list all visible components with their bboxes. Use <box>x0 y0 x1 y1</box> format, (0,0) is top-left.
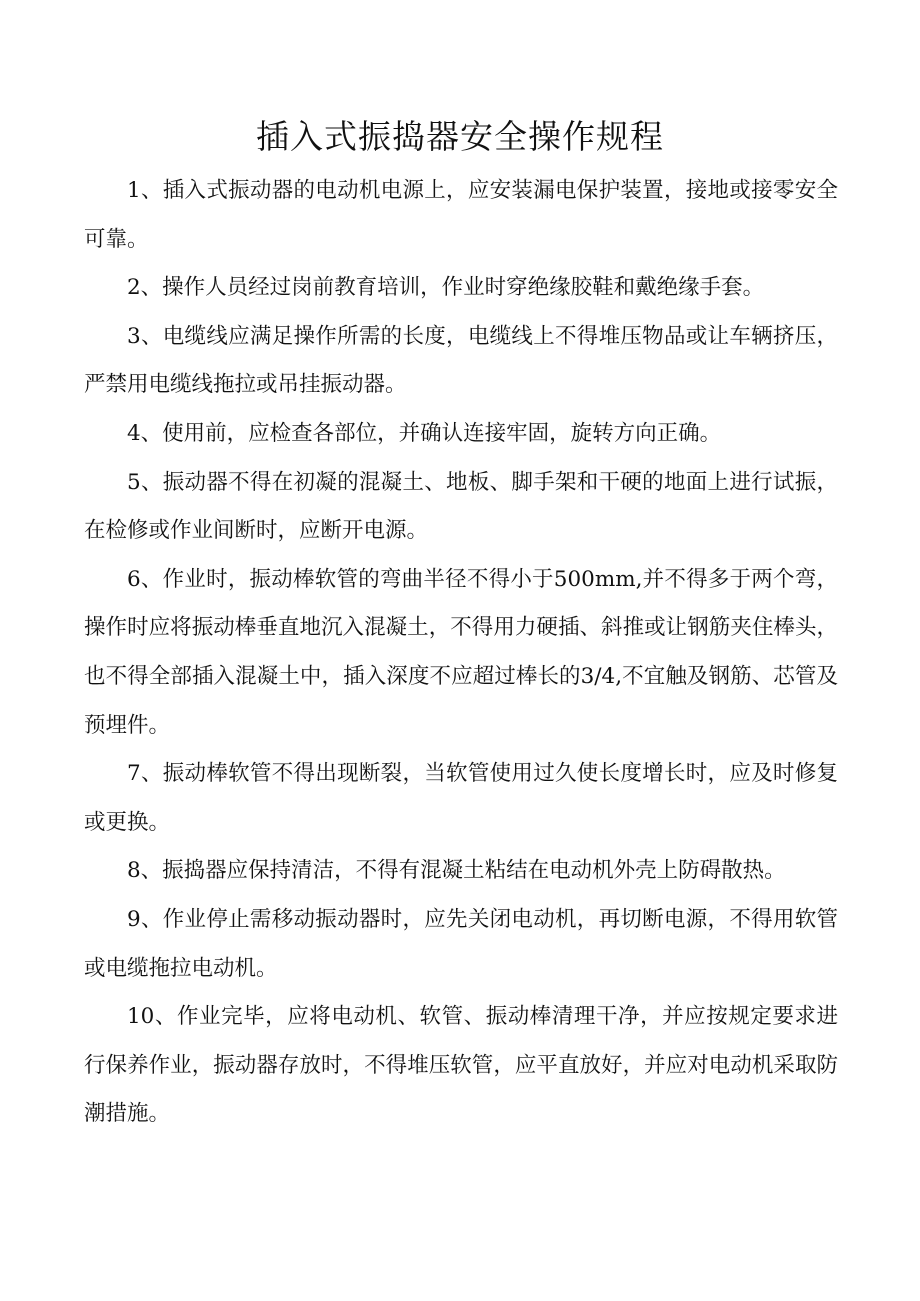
rule-paragraph-3: 3、电缆线应满足操作所需的长度，电缆线上不得堆压物品或让车辆挤压，严禁用电缆线拖拉或吊挂振动器。 <box>84 323 838 398</box>
rule-paragraph-5: 5、振动器不得在初凝的混凝土、地板、脚手架和干硬的地面上进行试振，在检修或作业间断时，应断开电源。 <box>84 469 838 544</box>
rule-paragraph-4: 4、使用前，应检查各部位，并确认连接牢固，旋转方向正确。 <box>127 420 722 446</box>
document-body <box>84 167 838 1139</box>
rule-paragraph-10: 10、作业完毕，应将电动机、软管、振动棒清理干净，并应按规定要求进行保养作业，振动器存放时，不得堆压软管，应平直放好，并应对电动机采取防潮措施。 <box>84 1004 838 1127</box>
document-title: 插入式振捣器安全操作规程 <box>256 117 664 156</box>
rule-paragraph-1: 1、插入式振动器的电动机电源上，应安装漏电保护装置，接地或接零安全可靠。 <box>84 178 838 252</box>
rule-paragraph-9: 9、作业停止需移动振动器时，应先关闭电动机，再切断电源，不得用软管或电缆拖拉电动机。 <box>84 906 838 981</box>
rule-paragraph-7: 7、振动棒软管不得出现断裂，当软管使用过久使长度增长时，应及时修复或更换。 <box>84 761 838 835</box>
rule-paragraph-8: 8、振捣器应保持清洁，不得有混凝土粘结在电动机外壳上防碍散热。 <box>127 858 786 884</box>
rule-paragraph-2: 2、操作人员经过岗前教育培训，作业时穿绝缘胶鞋和戴绝缘手套。 <box>127 275 765 301</box>
rule-paragraph-6: 6、作业时，振动棒软管的弯曲半径不得小于500mm,并不得多于两个弯，操作时应将振动棒垂直地沉入混凝土，不得用力硬插、斜推或让钢筋夹住棒头，也不得全部插入混凝土中，插入深度不应超过棒长的3/4,不宜触及钢筋、芯管及预埋件。 <box>84 566 838 738</box>
